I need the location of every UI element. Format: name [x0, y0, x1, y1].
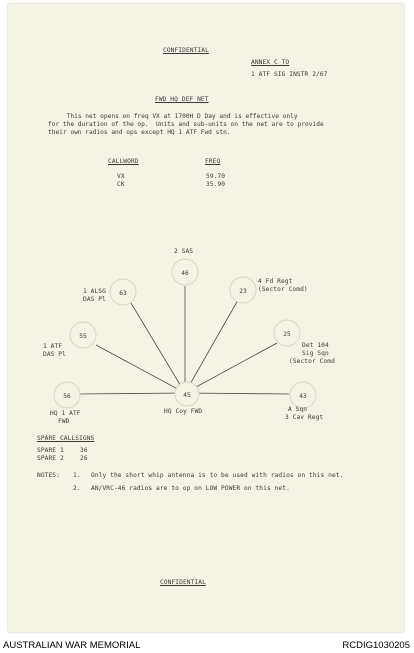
instruction-reference: 1 ATF SIG INSTR 2/67	[251, 71, 328, 78]
archive-name: AUSTRALIAN WAR MEMORIAL	[3, 640, 141, 651]
spare-label: SPARE 1	[37, 447, 64, 454]
node-label: (Sector Comd	[289, 358, 335, 365]
note-number: 2.	[73, 485, 81, 492]
network-node	[110, 279, 136, 305]
network-node	[274, 320, 300, 346]
callsign-label: 56	[63, 393, 71, 400]
node-label: DAS Pl	[43, 351, 66, 358]
note-text: AN/VRC-46 radios are to op on LOW POWER on this net.	[91, 485, 290, 492]
spare-value: 36	[80, 447, 88, 454]
annex-label: ANNEX C TO	[251, 59, 290, 66]
network-node	[230, 277, 256, 303]
callsign-label: 63	[119, 290, 127, 297]
freq-cell: 59.70	[206, 173, 226, 180]
node-label: HQ 1 ATF	[50, 410, 81, 417]
net-description: This net opens on freq VX at 1700H D Day and is effective only for the duration of the op. Units and sub-units on the net are to provide their own radios and ops except HQ 1 ATF Fwd stn.	[48, 113, 324, 136]
freq-cell: 35.90	[206, 181, 226, 188]
network-node	[290, 382, 316, 408]
node-label: 1 ALSG	[83, 288, 106, 295]
spare-label: SPARE 2	[37, 455, 64, 462]
network-node	[70, 322, 96, 348]
network-node	[172, 259, 198, 285]
link-line	[185, 393, 289, 394]
spare-value: 26	[80, 455, 88, 462]
classification-top: CONFIDENTIAL	[163, 47, 209, 54]
link-line	[131, 303, 185, 393]
callsign-label: 23	[239, 288, 247, 295]
net-title: FWD HQ DEF NET	[155, 96, 209, 103]
note-text: Only the short whip antenna is to be used with radios on this net.	[91, 472, 344, 479]
note-number: 1.	[73, 472, 81, 479]
callword-header: CALLWORD	[108, 158, 139, 165]
node-label: 3 Cav Regt	[285, 414, 324, 421]
diagram-links	[79, 286, 289, 394]
node-label: 1 ATF	[43, 343, 63, 350]
callword-cell: CK	[117, 181, 125, 188]
archive-reference: RCDIG1030205	[342, 640, 410, 651]
node-label: (Sector Comd)	[258, 286, 308, 293]
hub-node	[175, 382, 199, 406]
notes-label: NOTES:	[37, 472, 60, 479]
node-label: Det 104	[302, 342, 329, 349]
callsign-label: 43	[299, 393, 307, 400]
link-line	[79, 393, 185, 394]
callword-cell: VX	[117, 173, 125, 180]
node-label: DAS Pl	[83, 296, 106, 303]
node-label: A Sqn	[288, 406, 308, 413]
callsign-label: 46	[181, 270, 189, 277]
archive-footer	[0, 636, 414, 653]
network-node	[54, 382, 80, 408]
node-label: Sig Sqn	[302, 350, 329, 357]
spare-heading: SPARE CALLSIGNS	[37, 435, 95, 442]
node-label: FWD	[58, 418, 70, 425]
callsign-label: 25	[283, 331, 291, 338]
hub-label: HQ Coy FWD	[164, 408, 203, 415]
node-label: 4 Fd Regt	[258, 278, 293, 285]
callsign-label: 45	[183, 392, 191, 399]
classification-bottom: CONFIDENTIAL	[160, 579, 206, 586]
callsign-label: 55	[79, 333, 87, 340]
node-label: 2 SAS	[174, 248, 194, 255]
freq-header: FREQ	[205, 158, 221, 165]
link-line	[96, 345, 185, 393]
